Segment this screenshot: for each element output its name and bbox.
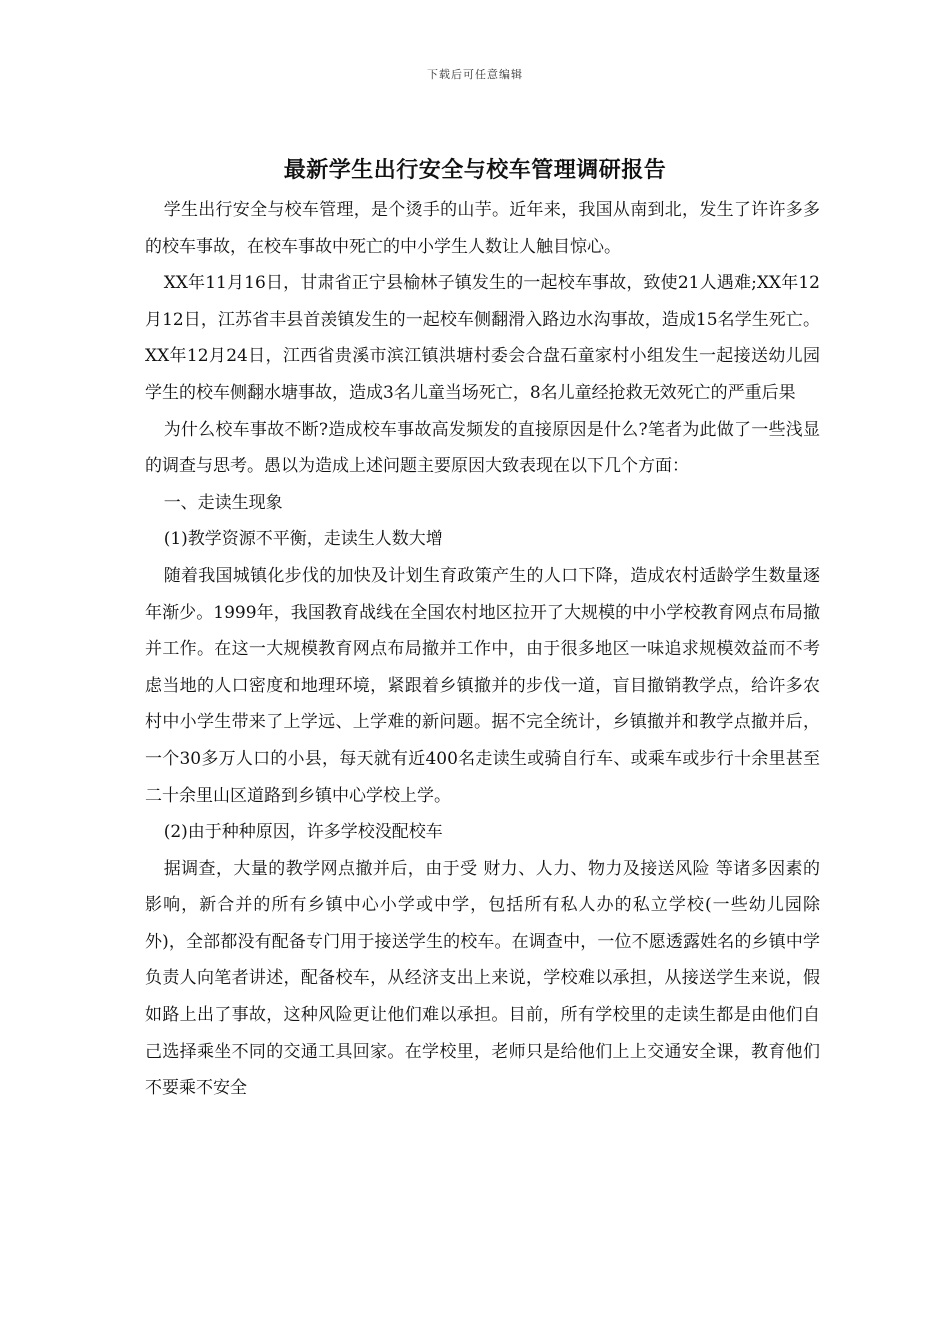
page-title: 最新学生出行安全与校车管理调研报告: [283, 157, 667, 183]
paragraph-survey: 据调查，大量的教学网点撤并后，由于受 财力、人力、物力及接送风险 等诸多因素的影响，新合并的所有乡镇中心小学或中学，包括所有私人办的私立学校(一些幼儿园除外)，全部都没有配备专门用于接送学生的校车。在调查中，一位不愿透露姓名的乡镇中学负责人向笔者讲述，配备校车，从经济支出上来说，学校难以承担，从接送学生来说，假如路上出了事故，这种风险更让他们难以承担。目前，所有学校里的走读生都是由他们自己选择乘坐不同的交通工具回家。在学校里，老师只是给他们上上交通安全课，教育他们不要乘不安全: [145, 858, 820, 1099]
header-note: 下载后可任意编辑: [427, 68, 523, 81]
paragraph-intro: 学生出行安全与校车管理，是个烫手的山芋。近年来，我国从南到北，发生了许许多多的校车事故，在校车事故中死亡的中小学生人数让人触目惊心。: [145, 200, 820, 257]
paragraph-question: 为什么校车事故不断?造成校车事故高发频发的直接原因是什么?笔者为此做了一些浅显的调查与思考。愚以为造成上述问题主要原因大致表现在以下几个方面：: [145, 419, 820, 477]
document-body: [145, 192, 820, 1107]
subsection-heading-1: (1)教学资源不平衡，走读生人数大增: [163, 529, 443, 550]
paragraph-urbanization: 随着我国城镇化步伐的加快及计划生育政策产生的人口下降，造成农村适龄学生数量逐年渐少。1999年，我国教育战线在全国农村地区拉开了大规模的中小学校教育网点布局撤并工作。在这一大规模教育网点布局撤并工作中，由于很多地区一味追求规模效益而不考虑当地的人口密度和地理环境，紧跟着乡镇撤并的步伐一道，盲目撤销教学点，给许多农村中小学生带来了上学远、上学难的新问题。据不完全统计，乡镇撤并和教学点撤并后，一个30多万人口的小县，每天就有近400名走读生或骑自行车、或乘车或步行十余里甚至二十余里山区道路到乡镇中心学校上学。: [145, 565, 820, 806]
section-heading-1: 一、走读生现象: [163, 492, 283, 513]
subsection-heading-2: (2)由于种种原因，许多学校没配校车: [163, 822, 443, 843]
paragraph-accidents: XX年11月16日，甘肃省正宁县榆林子镇发生的一起校车事故，致使21人遇难;XX年12月12日，江苏省丰县首羡镇发生的一起校车侧翻滑入路边水沟事故，造成15名学生死亡。XX年12月24日，江西省贵溪市滨江镇洪塘村委会合盘石童家村小组发生一起接送幼儿园学生的校车侧翻水塘事故，造成3名儿童当场死亡，8名儿童经抢救无效死亡的严重后果: [145, 273, 820, 403]
